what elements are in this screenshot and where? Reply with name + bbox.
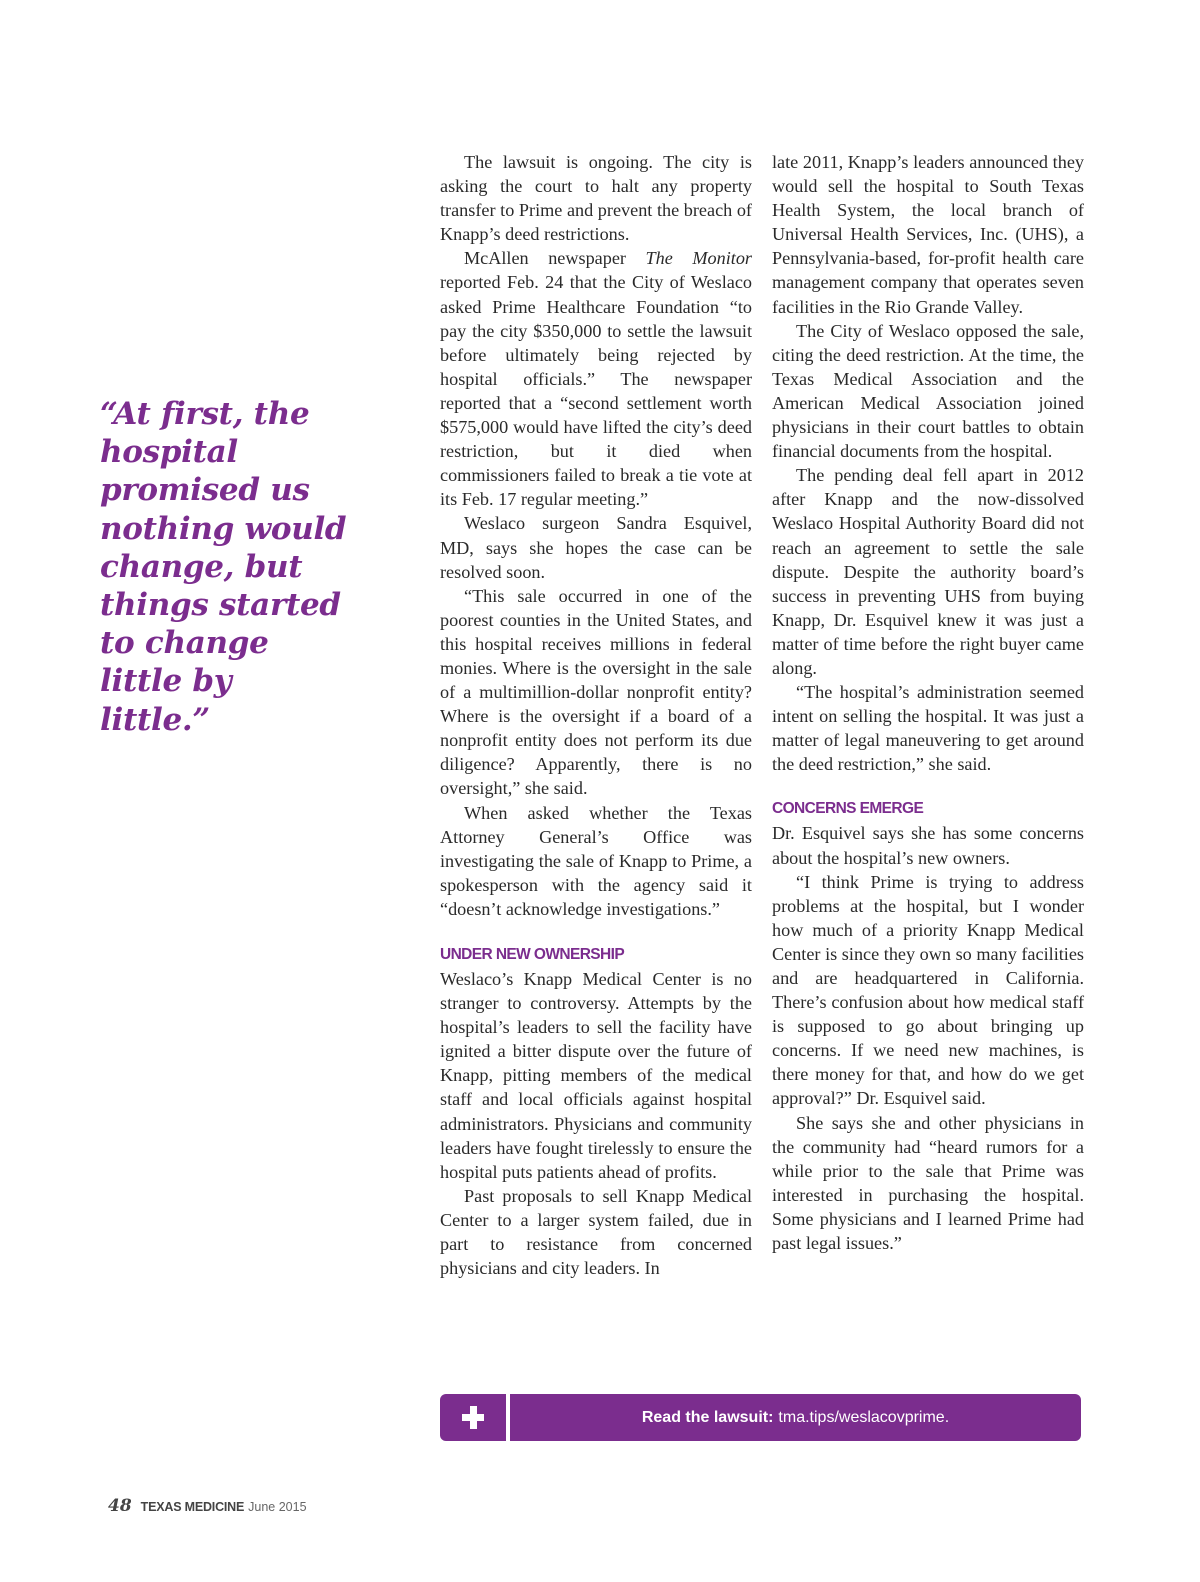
paragraph: When asked whether the Texas Attorney General’s Office was investigating the sale of Knapp to Prime, a spokesperson with the agency said it “doesn’t acknowledge investigations.” <box>440 802 752 919</box>
paragraph <box>440 246 752 511</box>
magazine-title: TEXAS MEDICINE <box>140 1500 245 1514</box>
callout-bar <box>510 1394 1081 1441</box>
plus-icon <box>440 1394 506 1441</box>
lawsuit-link[interactable]: tma.tips/weslacovprime. <box>778 1408 950 1426</box>
page-footer <box>108 1496 307 1520</box>
paragraph-lead: McAllen newspaper <box>464 248 646 269</box>
paragraph: Dr. Esquivel says she has some concerns about the hospital’s new owners. <box>772 823 1084 868</box>
section-heading: UNDER NEW OWNERSHIP <box>440 946 625 963</box>
paragraph: “I think Prime is trying to address problems at the hospital, but I wonder how much of a priority Knapp Medical Center is since they own so many facilities and are headquartered in California. There’s confusion about how medical staff is supposed to go about bringing up concerns. If we need new machines, is there money for that, and how do we get approval?” Dr. Esquivel said. <box>772 871 1084 1109</box>
paragraph: “This sale occurred in one of the poorest counties in the United States, and this hospital receives millions in federal monies. Where is the oversight in the sale of a multimillion-dollar nonprofit entity? Where is the oversight if a board of a nonprofit entity does not perform its due diligence? Apparently, there is no oversight,” she said. <box>440 585 752 799</box>
publication-name: The Monitor <box>645 248 753 269</box>
article-column-1 <box>440 150 752 1280</box>
paragraph: late 2011, Knapp’s leaders announced they would sell the hospital to South Texas Health System, the local branch of Universal Health Services, Inc. (UHS), a Pennsylvania-based, for-profit health care management company that operates seven facilities in the Rio Grande Valley. <box>772 152 1084 317</box>
callout-label: Read the lawsuit: <box>641 1408 774 1426</box>
lawsuit-callout <box>440 1394 1081 1441</box>
paragraph: The pending deal fell apart in 2012 after Knapp and the now-dissolved Weslaco Hospital Authority Board did not reach an agreement to settle the sale dispute. Despite the authority board’s success in preventing UHS from buying Knapp, Dr. Esquivel knew it was just a matter of time before the right buyer came along. <box>772 465 1084 678</box>
paragraph: The City of Weslaco opposed the sale, citing the deed restriction. At the time, the Texas Medical Association and the American Medical Association joined physicians in their court battles to obtain financial documents from the hospital. <box>772 320 1084 462</box>
issue-date: June 2015 <box>248 1500 307 1514</box>
section-heading: CONCERNS EMERGE <box>772 800 924 818</box>
paragraph: Weslaco’s Knapp Medical Center is no stranger to controversy. Attempts by the hospital’s leaders to sell the facility have ignited a bitter dispute over the future of Knapp, pitting members of the medical staff and local officials against hospital administrators. Physicians and community leaders have fought tirelessly to ensure the hospital puts patients ahead of profits. <box>440 969 752 1182</box>
page-number: 48 <box>108 1496 132 1516</box>
article-column-2 <box>772 150 1084 1255</box>
paragraph: “The hospital’s administration seemed intent on selling the hospital. It was just a matter of legal maneuvering to get around the deed restriction,” she said. <box>772 682 1084 775</box>
paragraph: Past proposals to sell Knapp Medical Center to a larger system failed, due in part to resistance from concerned physicians and city leaders. In <box>440 1185 752 1279</box>
paragraph-text: reported Feb. 24 that the City of Weslaco asked Prime Healthcare Foundation “to pay the city $350,000 to settle the lawsuit before ultimately being rejected by hospital officials.” The newspaper reported that a “second settlement worth $575,000 would have lifted the city’s deed restriction, but it died when commissioners failed to break a tie vote at its Feb. 17 regular meeting.” <box>440 272 752 510</box>
paragraph: She says she and other physicians in the community had “heard rumors for a while prior to the sale that Prime was interested in purchasing the hospital. Some physicians and I learned Prime had past legal issues.” <box>772 1112 1084 1254</box>
paragraph: Weslaco surgeon Sandra Esquivel, MD, says she hopes the case can be resolved soon. <box>440 513 752 582</box>
pull-quote: “At first, the hospital promised us nothing would change, but things started to change little by little.” <box>100 396 347 738</box>
paragraph: The lawsuit is ongoing. The city is asking the court to halt any property transfer to Prime and prevent the breach of Knapp’s deed restrictions. <box>440 152 752 245</box>
